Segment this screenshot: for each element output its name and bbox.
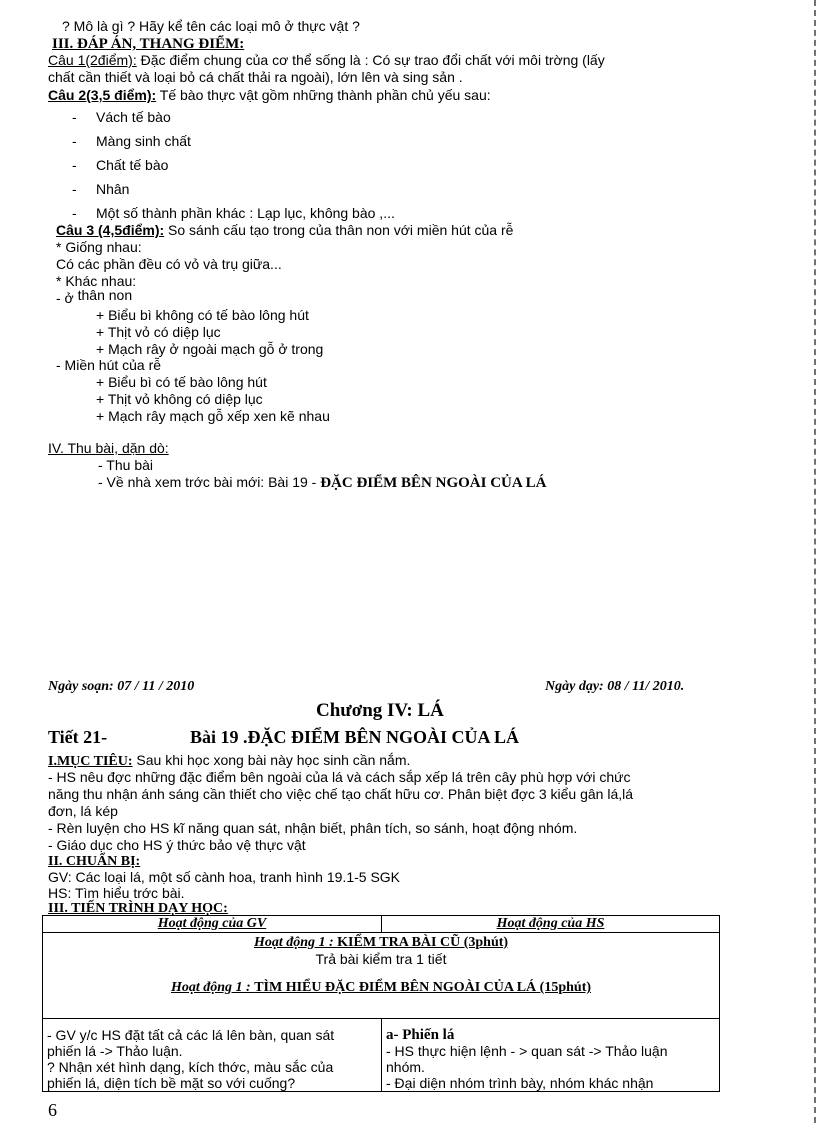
root-item: + Mạch rây mạch gỗ xếp xen kẽ nhau	[96, 408, 330, 424]
iv-heading: IV. Thu bài, dặn dò:	[48, 440, 169, 456]
activity-1-label: Hoạt động 1 :	[253, 935, 338, 950]
period-label: Tiết 21-	[48, 727, 108, 747]
activity-2-label: Hoạt động 1 :	[170, 980, 255, 995]
objectives-line	[48, 752, 410, 770]
q3-line	[56, 222, 513, 239]
q2-item: - Vách tế bào	[72, 109, 171, 125]
hs-line: nhóm.	[386, 1059, 425, 1075]
activity-2-title: TÌM HIỂU ĐẶC ĐIỂM BÊN NGOÀI CỦA LÁ (15phút)	[254, 980, 592, 995]
q1-label: Câu 1(2điểm):	[48, 52, 137, 68]
q2-text: Tế bào thực vật gồm những thành phần chủ yếu sau:	[156, 87, 491, 103]
iv-home-prefix: - Về nhà xem trớc bài mới: Bài 19 -	[98, 474, 321, 490]
q1-line	[48, 52, 605, 69]
similar-text: Có các phần đều có vỏ và trụ giữa...	[56, 256, 282, 272]
objective-line: - Giáo dục cho HS ý thức bảo vệ thực vật	[48, 837, 306, 853]
iv-home-title: ĐẶC ĐIỂM BÊN NGOÀI CỦA LÁ	[320, 475, 547, 491]
stem-item: + Mạch rây ở ngoài mạch gỗ ở trong	[96, 341, 324, 357]
col-header-hs: Hoạt động của HS	[382, 916, 720, 933]
objective-line: năng thu nhận ánh sáng cần thiết cho việc chế tạo chất hữu cơ. Phân biệt đợc 3 kiểu gân lá,lá	[48, 786, 634, 802]
stem-label-line	[56, 287, 133, 307]
preparation-heading: II. CHUẨN BỊ:	[48, 854, 141, 869]
objective-line: đơn, lá kép	[48, 803, 118, 819]
page-border-right	[812, 0, 816, 1123]
q2-item: - Nhân	[72, 181, 130, 197]
diff-heading: * Khác nhau:	[56, 273, 137, 289]
q2-line	[48, 87, 491, 104]
q3-text: So sánh cấu tạo trong của thân non với miền hút của rễ	[164, 222, 514, 238]
page-number: 6	[48, 1100, 57, 1120]
lesson-activity-table	[42, 915, 720, 1092]
iv-home-line	[98, 474, 547, 492]
gv-line: phiến lá -> Thảo luận.	[47, 1043, 183, 1059]
review-question-line: ? Mô là gì ? Hãy kể tên các loại mô ở thực vật ?	[62, 18, 360, 34]
q1-text-cont: chất cần thiết và loại bỏ cá chất thải ra ngoài), lớn lên và sing sản .	[48, 69, 463, 85]
process-heading: III. TIẾN TRÌNH DẠY HỌC:	[48, 901, 228, 916]
stem-prefix: - ở	[56, 290, 74, 306]
q2-label: Câu 2(3,5 điểm):	[48, 87, 157, 103]
q3-label: Câu 3 (4,5điểm):	[56, 222, 165, 238]
activity-1-subtitle: Trả bài kiểm tra 1 tiết	[315, 951, 447, 967]
lesson-title: Bài 19 .ĐẶC ĐIỂM BÊN NGOÀI CỦA LÁ	[190, 727, 520, 747]
root-item: + Biểu bì có tế bào lông hút	[96, 374, 267, 390]
hs-heading: a- Phiến lá	[386, 1027, 455, 1043]
objectives-heading: I.MỤC TIÊU:	[48, 754, 133, 769]
activity-1-title: KIỂM TRA BÀI CŨ (3phút)	[337, 935, 509, 950]
activity-1-row	[43, 933, 720, 1019]
hs-line: - HS thực hiện lệnh - > quan sát -> Thảo luận	[386, 1043, 668, 1059]
q2-item: - Một số thành phần khác : Lạp lục, không bào ,...	[72, 205, 395, 221]
hs-line: - Đại diện nhóm trình bày, nhóm khác nhận	[386, 1075, 654, 1091]
chapter-title: Chương IV: LÁ	[316, 700, 444, 721]
teach-date: Ngày dạy: 08 / 11/ 2010.	[545, 679, 685, 694]
q1-text: Đặc điểm chung của cơ thể sống là : Có sự trao đổi chất với môi trờng (lấy	[136, 52, 605, 68]
objective-line: - HS nêu đợc những đặc điểm bên ngoài của lá và cách sắp xếp lá trên cây phù hợp với chức	[48, 769, 631, 785]
hs-activity-cell	[382, 1019, 720, 1092]
prep-date: Ngày soạn: 07 / 11 / 2010	[48, 679, 195, 694]
gv-line: phiến lá, diện tích bề mặt so với cuống?	[47, 1075, 296, 1091]
q2-item: - Chất tế bào	[72, 157, 169, 173]
stem-label: thân non	[77, 287, 133, 303]
stem-item: + Biểu bì không có tế bào lông hút	[96, 307, 309, 323]
iv-item: - Thu bài	[98, 457, 153, 473]
root-label: - Miền hút của rễ	[56, 357, 162, 373]
col-header-gv: Hoạt động của GV	[43, 916, 382, 933]
gv-activity-cell	[43, 1019, 382, 1092]
objective-line: - Rèn luyện cho HS kĩ năng quan sát, nhận biết, phân tích, so sánh, hoạt động nhóm.	[48, 820, 578, 836]
preparation-line: GV: Các loại lá, một số cành hoa, tranh hình 19.1-5 SGK	[48, 869, 401, 885]
answer-heading: III. ĐÁP ÁN, THANG ĐIỂM:	[52, 36, 245, 52]
similar-heading: * Giống nhau:	[56, 239, 142, 255]
gv-line: - GV y/c HS đặt tất cả các lá lên bàn, quan sát	[47, 1027, 335, 1043]
gv-line: ? Nhận xét hình dạng, kích thớc, màu sắc của	[47, 1059, 334, 1075]
objectives-intro: Sau khi học xong bài này học sinh cần nắm.	[132, 752, 411, 768]
q2-item: - Màng sinh chất	[72, 133, 191, 149]
stem-item: + Thịt vỏ có diệp lục	[96, 324, 221, 340]
root-item: + Thịt vỏ không có diệp lục	[96, 391, 263, 407]
preparation-line: HS: Tìm hiểu trớc bài.	[48, 885, 185, 901]
